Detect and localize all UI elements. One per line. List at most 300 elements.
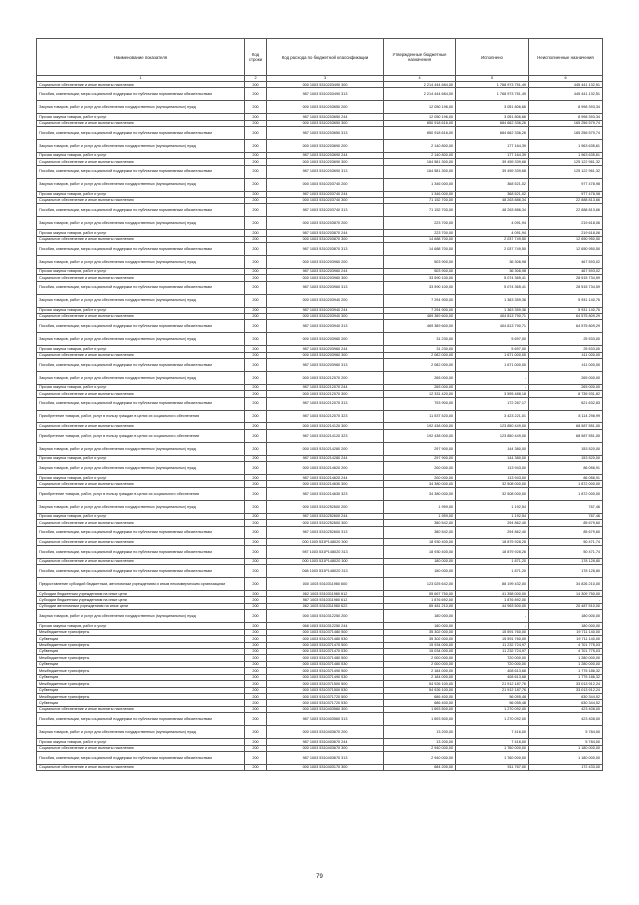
row-budget-code: 000 1003 5310203960 300	[267, 352, 384, 358]
row-indicator-name: Социальное обеспечение и иные выплаты населению	[37, 82, 245, 88]
row-unexecuted-amount: 19 711 140,00	[529, 636, 603, 642]
row-line-code: 200	[245, 661, 267, 667]
row-approved-amount: 380 542,00	[384, 520, 456, 526]
row-executed-amount: 21 912 187,76	[456, 687, 529, 693]
row-indicator-name: Прочая закупка товаров, работ и услуг	[37, 230, 245, 236]
row-approved-amount: 686 400,00	[384, 694, 456, 700]
column-number: 3	[267, 76, 384, 82]
row-approved-amount: 2 140 800,00	[384, 139, 456, 152]
row-executed-amount: 123 850 449,00	[456, 429, 529, 442]
row-line-code: 200	[245, 101, 267, 114]
row-budget-code: 000 1003 5310312250 200	[267, 610, 384, 623]
row-executed-amount: 48 263 886,34	[456, 197, 529, 203]
row-approved-amount: 200 000,00	[384, 475, 456, 481]
row-indicator-name: Пособия, компенсации, меры социальной поддержки по публичным нормативным обязательствам	[37, 526, 245, 539]
row-unexecuted-amount: 14 309 750,00	[529, 590, 603, 596]
row-unexecuted-amount: 178 128,80	[529, 558, 603, 564]
row-line-code: 200	[245, 751, 267, 764]
row-unexecuted-amount: 28 515 734,59	[529, 275, 603, 281]
row-budget-code: 987 1003 5310212070 313	[267, 397, 384, 410]
row-budget-code: 000 1003 5310403560 300	[267, 706, 384, 712]
row-indicator-name: Социальное обеспечение и иные выплаты населению	[37, 313, 245, 319]
row-budget-code: 000 1003 5310403170 300	[267, 764, 384, 770]
row-budget-code: 000 1003 5310371720 530	[267, 700, 384, 706]
row-budget-code: 987 1003 5310203690 244	[267, 152, 384, 158]
row-unexecuted-amount: 86 056,91	[529, 475, 603, 481]
row-line-code: 200	[245, 700, 267, 706]
row-indicator-name: Прочая закупка товаров, работ и услуг	[37, 307, 245, 313]
row-budget-code: 987 1003 5310203870 244	[267, 230, 384, 236]
row-budget-code: 987 1003 5310203740 313	[267, 204, 384, 217]
row-budget-code: 987 1003 5310214120 323	[267, 429, 384, 442]
row-approved-amount: 164 581 300,00	[384, 159, 456, 165]
row-approved-amount: 192 438 000,00	[384, 423, 456, 429]
row-executed-amount: 4 091,94	[456, 217, 529, 230]
row-approved-amount: 686 400,00	[384, 700, 456, 706]
row-unexecuted-amount: 22 888 813,66	[529, 197, 603, 203]
row-approved-amount: 33 590 100,00	[384, 275, 456, 281]
row-budget-code: 000 1003 5310371480 530	[267, 636, 384, 642]
row-line-code: 200	[245, 255, 267, 268]
row-approved-amount: 14 688 700,00	[384, 236, 456, 242]
row-line-code: 200	[245, 159, 267, 165]
row-line-code: 200	[245, 384, 267, 390]
table-row	[37, 294, 603, 307]
row-budget-code: 000 1003 5310214280 200	[267, 442, 384, 455]
row-executed-amount: -	[456, 371, 529, 384]
row-indicator-name: Пособия, компенсации, меры социальной поддержки по публичным нормативным обязательствам	[37, 545, 245, 558]
row-executed-amount: 7 416,00	[456, 726, 529, 739]
row-executed-amount: 113 943,00	[456, 475, 529, 481]
row-budget-code: 000 1003 5310203690 200	[267, 139, 384, 152]
row-budget-code: 987 1003 5310203960 313	[267, 359, 384, 372]
table-row	[37, 139, 603, 152]
row-line-code: 200	[245, 410, 267, 423]
row-unexecuted-amount: 5 931 140,76	[529, 307, 603, 313]
row-unexecuted-amount: 180 000,00	[529, 623, 603, 629]
row-executed-amount: 5 697,00	[456, 333, 529, 346]
row-unexecuted-amount: 1 872 000,00	[529, 481, 603, 487]
row-line-code: 200	[245, 655, 267, 661]
row-indicator-name: Социальное обеспечение и иные выплаты населению	[37, 236, 245, 242]
row-line-code: 200	[245, 346, 267, 352]
row-line-code: 200	[245, 739, 267, 745]
row-line-code: 200	[245, 294, 267, 307]
row-approved-amount: 33 590 100,00	[384, 281, 456, 294]
row-executed-amount: 48 263 886,34	[456, 204, 529, 217]
row-approved-amount: 469 389 600,00	[384, 313, 456, 319]
row-executed-amount: 1 768 973 751,49	[456, 82, 529, 88]
row-indicator-name: Субсидии бюджетным учреждениям на иные цели	[37, 597, 245, 603]
row-indicator-name: Субсидии автономным учреждениям на иные цели	[37, 603, 245, 609]
row-unexecuted-amount: 977 478,98	[529, 178, 603, 191]
row-budget-code: 000 1003 5310371470 500	[267, 642, 384, 648]
row-budget-code: 000 1003 5310371720 500	[267, 694, 384, 700]
table-row	[37, 751, 603, 764]
row-executed-amount: 1 671 000,00	[456, 352, 529, 358]
row-executed-amount: 1 871,20	[456, 565, 529, 578]
row-budget-code: 000 1003 5310371500 500	[267, 681, 384, 687]
row-indicator-name: Прочая закупка товаров, работ и услуг	[37, 623, 245, 629]
row-budget-code: 000 1003 5310371480 500	[267, 629, 384, 635]
row-budget-code: 987 1003 5310252600 244	[267, 513, 384, 519]
row-unexecuted-amount: 445 441 132,51	[529, 82, 603, 88]
row-approved-amount: 2 082 000,00	[384, 359, 456, 372]
row-unexecuted-amount: 5 931 140,76	[529, 294, 603, 307]
row-budget-code: 987 1003 5310203740 244	[267, 191, 384, 197]
row-executed-amount: 3 423 221,01	[456, 410, 529, 423]
row-unexecuted-amount: 467 593,02	[529, 255, 603, 268]
row-line-code: 200	[245, 217, 267, 230]
row-budget-code: 000 1003 5310203650 300	[267, 120, 384, 126]
row-unexecuted-amount: 219 618,06	[529, 230, 603, 236]
row-approved-amount: 223 700,00	[384, 230, 456, 236]
row-indicator-name: Закупка товаров, работ и услуг для обеспечения государственных (муниципальных) нужд	[37, 255, 245, 268]
row-executed-amount: 294 862,40	[456, 520, 529, 526]
row-unexecuted-amount: 68 587 551,00	[529, 423, 603, 429]
row-indicator-name: Закупка товаров, работ и услуг для обеспечения государственных (муниципальных) нужд	[37, 217, 245, 230]
row-budget-code: 000 1003 5310203740 300	[267, 197, 384, 203]
row-budget-code: 000 1003 5310212070 300	[267, 391, 384, 397]
row-indicator-name: Пособия, компенсации, меры социальной поддержки по публичным нормативным обязательствам	[37, 204, 245, 217]
table-body	[37, 82, 603, 771]
row-budget-code: 000 1003 5310203960 200	[267, 333, 384, 346]
row-indicator-name: Социальное обеспечение и иные выплаты населению	[37, 352, 245, 358]
row-line-code: 200	[245, 333, 267, 346]
row-approved-amount: 2 214 444 684,00	[384, 88, 456, 101]
row-executed-amount: 368 521,02	[456, 191, 529, 197]
row-indicator-name: Социальное обеспечение и иные выплаты населению	[37, 120, 245, 126]
row-budget-code: 000 1003 5310203650 200	[267, 101, 384, 114]
table-row	[37, 526, 603, 539]
row-line-code: 200	[245, 127, 267, 140]
row-indicator-name: Прочая закупка товаров, работ и услуг	[37, 455, 245, 461]
row-unexecuted-amount: 8 114 298,99	[529, 410, 603, 423]
row-executed-amount: 408 613,68	[456, 674, 529, 680]
row-budget-code: 987 1003 5310203960 244	[267, 268, 384, 274]
row-approved-amount: 265 000,00	[384, 371, 456, 384]
row-indicator-name: Социальное обеспечение и иные выплаты населению	[37, 764, 245, 770]
row-approved-amount: 18 930 400,00	[384, 539, 456, 545]
row-executed-amount: 177 164,39	[456, 139, 529, 152]
row-unexecuted-amount: 219 618,06	[529, 217, 603, 230]
row-executed-amount: 5 074 365,41	[456, 281, 529, 294]
row-approved-amount: 2 140 800,00	[384, 152, 456, 158]
row-unexecuted-amount: 8 998 393,34	[529, 114, 603, 120]
table-row	[37, 371, 603, 384]
row-indicator-name: Приобретение товаров, работ, услуг в пользу граждан в целях их социального обеспечения	[37, 410, 245, 423]
table-row	[37, 281, 603, 294]
row-approved-amount: 55 667 750,00	[384, 590, 456, 596]
row-indicator-name: Прочая закупка товаров, работ и услуг	[37, 475, 245, 481]
row-approved-amount: 31 230,00	[384, 346, 456, 352]
row-line-code: 200	[245, 114, 267, 120]
row-unexecuted-amount: 1 280 000,00	[529, 655, 603, 661]
row-indicator-name: Социальное обеспечение и иные выплаты населению	[37, 706, 245, 712]
row-approved-amount: 850 918 616,00	[384, 120, 456, 126]
row-approved-amount: 34 380 000,00	[384, 481, 456, 487]
row-unexecuted-amount: 172 433,00	[529, 764, 603, 770]
row-approved-amount: 31 230,00	[384, 333, 456, 346]
row-executed-amount: 5 074 365,41	[456, 275, 529, 281]
row-executed-amount: 1 192,54	[456, 500, 529, 513]
table-row	[37, 565, 603, 578]
row-executed-amount: 684 662 336,26	[456, 120, 529, 126]
row-unexecuted-amount: -	[529, 597, 603, 603]
report-page	[36, 38, 602, 771]
row-indicator-name: Пособия, компенсации, меры социальной поддержки по публичным нормативным обязательствам	[37, 320, 245, 333]
row-line-code: 200	[245, 642, 267, 648]
row-line-code: 200	[245, 681, 267, 687]
row-line-code: 200	[245, 204, 267, 217]
header-budget-code: Код расхода по бюджетной классификации	[267, 39, 384, 76]
row-budget-code: 987 1003 5310203940 244	[267, 307, 384, 313]
table-header-row	[37, 39, 603, 76]
row-indicator-name: Закупка товаров, работ и услуг для обеспечения государственных (муниципальных) нужд	[37, 294, 245, 307]
row-budget-code: 000 1003 5310203740 200	[267, 178, 384, 191]
row-approved-amount: 1 693 500,00	[384, 706, 456, 712]
row-line-code: 200	[245, 391, 267, 397]
row-executed-amount: 4 091,94	[456, 230, 529, 236]
row-approved-amount: 13 200,00	[384, 739, 456, 745]
row-approved-amount: 7 294 900,00	[384, 294, 456, 307]
row-executed-amount: 720 000,00	[456, 661, 529, 667]
row-line-code: 200	[245, 513, 267, 519]
row-budget-code: 000 1003 5310203940 300	[267, 313, 384, 319]
row-line-code: 200	[245, 545, 267, 558]
row-indicator-name: Межбюджетные трансферты	[37, 655, 245, 661]
row-approved-amount: 1 346 000,00	[384, 178, 456, 191]
row-line-code: 200	[245, 281, 267, 294]
budget-execution-table	[36, 38, 603, 771]
row-executed-amount: 11 232 724,97	[456, 642, 529, 648]
row-line-code: 200	[245, 243, 267, 256]
row-unexecuted-amount: 265 000,00	[529, 384, 603, 390]
row-line-code: 200	[245, 423, 267, 429]
table-row	[37, 462, 603, 475]
row-unexecuted-amount: 125 122 961,32	[529, 165, 603, 178]
row-approved-amount: 2 000 000,00	[384, 661, 456, 667]
row-approved-amount: 15 034 000,00	[384, 648, 456, 654]
row-approved-amount: 503 900,00	[384, 255, 456, 268]
row-line-code: 200	[245, 713, 267, 726]
row-budget-code: 068 1003 531Р148020 313	[267, 565, 384, 578]
row-line-code: 200	[245, 745, 267, 751]
row-unexecuted-amount: 50 471,74	[529, 545, 603, 558]
row-approved-amount: 503 900,00	[384, 268, 456, 274]
row-unexecuted-amount: 12 650 950,50	[529, 236, 603, 242]
row-line-code: 200	[245, 178, 267, 191]
row-budget-code: 062 1003 5310311980 622	[267, 603, 384, 609]
row-unexecuted-amount: 411 000,00	[529, 352, 603, 358]
row-line-code: 200	[245, 275, 267, 281]
header-line-code: Код строки	[245, 39, 267, 76]
row-indicator-name: Пособия, компенсации, меры социальной поддержки по публичным нормативным обязательствам	[37, 713, 245, 726]
row-executed-amount: 1 871,20	[456, 558, 529, 564]
row-indicator-name: Пособия, компенсации, меры социальной поддержки по публичным нормативным обязательствам	[37, 397, 245, 410]
row-indicator-name: Закупка товаров, работ и услуг для обеспечения государственных (муниципальных) нужд	[37, 178, 245, 191]
row-unexecuted-amount: 25 533,00	[529, 333, 603, 346]
row-indicator-name: Пособия, компенсации, меры социальной поддержки по публичным нормативным обязательствам	[37, 127, 245, 140]
row-budget-code: 000 1003 5310214120 300	[267, 423, 384, 429]
row-budget-code: 987 1003 5310403670 313	[267, 751, 384, 764]
row-budget-code: 000 1003 5310203960 200	[267, 255, 384, 268]
row-line-code: 200	[245, 674, 267, 680]
row-unexecuted-amount: 630 344,52	[529, 694, 603, 700]
row-budget-code: 000 1003 5310214620 200	[267, 462, 384, 475]
row-approved-amount: 2 940 000,00	[384, 745, 456, 751]
row-line-code: 200	[245, 236, 267, 242]
row-indicator-name: Прочая закупка товаров, работ и услуг	[37, 114, 245, 120]
row-approved-amount: 2 000 000,00	[384, 655, 456, 661]
row-approved-amount: 13 200,00	[384, 726, 456, 739]
row-budget-code: 000 1003 5310252600 300	[267, 520, 384, 526]
row-budget-code: 000 1003 5310203870 200	[267, 217, 384, 230]
row-executed-amount: 18 879 928,28	[456, 539, 529, 545]
row-indicator-name: Закупка товаров, работ и услуг для обеспечения государственных (муниципальных) нужд	[37, 139, 245, 152]
table-row	[37, 165, 603, 178]
row-approved-amount: 35 302 000,00	[384, 636, 456, 642]
row-executed-amount: 44 963 500,00	[456, 603, 529, 609]
table-row	[37, 410, 603, 423]
row-budget-code: 000 1003 5310371490 530	[267, 674, 384, 680]
row-approved-amount: 7 294 900,00	[384, 307, 456, 313]
row-line-code: 200	[245, 565, 267, 578]
row-executed-amount: 144 380,00	[456, 455, 529, 461]
row-executed-amount: 1 760 000,00	[456, 751, 529, 764]
row-line-code: 200	[245, 88, 267, 101]
row-indicator-name: Социальное обеспечение и иные выплаты населению	[37, 539, 245, 545]
row-executed-amount: 15 591 760,00	[456, 636, 529, 642]
row-indicator-name: Закупка товаров, работ и услуг для обеспечения государственных (муниципальных) нужд	[37, 371, 245, 384]
row-indicator-name: Закупка товаров, работ и услуг для обеспечения государственных (муниципальных) нужд	[37, 101, 245, 114]
row-indicator-name: Социальное обеспечение и иные выплаты населению	[37, 423, 245, 429]
row-budget-code: 000 1003 5310203940 200	[267, 294, 384, 307]
row-line-code: 200	[245, 687, 267, 693]
row-line-code: 200	[245, 197, 267, 203]
row-executed-amount: 172 267,17	[456, 397, 529, 410]
row-approved-amount: 223 700,00	[384, 217, 456, 230]
page-number: 79	[316, 874, 323, 880]
column-number: 6	[529, 76, 603, 82]
table-row	[37, 764, 603, 770]
row-budget-code: 000 1003 5310203960 300	[267, 275, 384, 281]
row-unexecuted-amount: 445 441 132,51	[529, 88, 603, 101]
row-unexecuted-amount: 8 735 931,82	[529, 391, 603, 397]
row-budget-code: 000 1003 5310203490 300	[267, 82, 384, 88]
row-line-code: 200	[245, 500, 267, 513]
row-line-code: 200	[245, 475, 267, 481]
row-indicator-name: Закупка товаров, работ и услуг для обеспечения государственных (муниципальных) нужд	[37, 442, 245, 455]
row-indicator-name: Закупка товаров, работ и услуг для обеспечения государственных (муниципальных) нужд	[37, 726, 245, 739]
row-executed-amount: 56 055,48	[456, 694, 529, 700]
row-indicator-name: Субвенции	[37, 687, 245, 693]
row-executed-amount: 7 416,00	[456, 739, 529, 745]
row-line-code: 200	[245, 603, 267, 609]
row-unexecuted-amount: 1 963 635,61	[529, 152, 603, 158]
row-indicator-name: Социальное обеспечение и иные выплаты населению	[37, 745, 245, 751]
row-executed-amount: 2 037 749,50	[456, 243, 529, 256]
table-row	[37, 243, 603, 256]
row-unexecuted-amount: 20 487 510,00	[529, 603, 603, 609]
row-executed-amount: 36 306,98	[456, 268, 529, 274]
row-approved-amount: 192 438 000,00	[384, 429, 456, 442]
row-executed-amount: 88 199 432,00	[456, 578, 529, 591]
row-budget-code: 000 1003 5310214630 300	[267, 481, 384, 487]
row-executed-amount: 3 051 806,66	[456, 101, 529, 114]
row-unexecuted-amount: 4 701 775,03	[529, 648, 603, 654]
row-budget-code: 000 1003 5310403670 300	[267, 745, 384, 751]
row-indicator-name: Межбюджетные трансферты	[37, 629, 245, 635]
row-budget-code: 000 1003 5310203870 300	[267, 236, 384, 242]
row-approved-amount: 1 693 500,00	[384, 713, 456, 726]
row-approved-amount: 12 331 420,00	[384, 391, 456, 397]
table-row	[37, 204, 603, 217]
row-approved-amount: 54 926 100,00	[384, 681, 456, 687]
row-approved-amount: 380 542,00	[384, 526, 456, 539]
row-indicator-name: Закупка товаров, работ и услуг для обеспечения государственных (муниципальных) нужд	[37, 610, 245, 623]
row-budget-code: 987 1003 5310212070 244	[267, 384, 384, 390]
row-unexecuted-amount: 22 888 813,66	[529, 204, 603, 217]
row-line-code: 200	[245, 313, 267, 319]
row-unexecuted-amount: 423 408,00	[529, 706, 603, 712]
row-executed-amount: 18 879 928,26	[456, 545, 529, 558]
row-unexecuted-amount: 165 256 579,74	[529, 127, 603, 140]
row-indicator-name: Прочая закупка товаров, работ и услуг	[37, 346, 245, 352]
row-unexecuted-amount: 1 963 635,61	[529, 139, 603, 152]
row-line-code: 200	[245, 462, 267, 475]
row-budget-code: 987 1003 5310403560 313	[267, 713, 384, 726]
row-budget-code: 000 1003 5310371470 530	[267, 648, 384, 654]
row-approved-amount: 71 152 700,00	[384, 197, 456, 203]
table-row	[37, 88, 603, 101]
row-executed-amount: 1 270 092,00	[456, 713, 529, 726]
table-row	[37, 359, 603, 372]
row-budget-code: 062 1003 5310311980 612	[267, 590, 384, 596]
row-budget-code: 987 1003 5310203960 313	[267, 281, 384, 294]
row-approved-amount: 180 000,00	[384, 610, 456, 623]
row-unexecuted-amount: 1 280 000,00	[529, 661, 603, 667]
row-indicator-name: Межбюджетные трансферты	[37, 642, 245, 648]
row-approved-amount: 15 934 000,00	[384, 642, 456, 648]
row-executed-amount: 1 363 359,36	[456, 307, 529, 313]
row-line-code: 200	[245, 230, 267, 236]
row-line-code: 200	[245, 191, 267, 197]
row-unexecuted-amount: 68 587 551,00	[529, 429, 603, 442]
row-indicator-name: Пособия, компенсации, меры социальной поддержки по публичным нормативным обязательствам	[37, 359, 245, 372]
row-approved-amount: 793 900,00	[384, 397, 456, 410]
header-unexecuted: Неисполненные назначения	[529, 39, 603, 76]
row-indicator-name: Прочая закупка товаров, работ и услуг	[37, 384, 245, 390]
row-executed-amount: 1 760 000,00	[456, 745, 529, 751]
row-indicator-name: Социальное обеспечение и иные выплаты населению	[37, 275, 245, 281]
row-line-code: 200	[245, 487, 267, 500]
row-approved-amount: 54 926 100,00	[384, 687, 456, 693]
row-approved-amount: 180 000,00	[384, 558, 456, 564]
row-budget-code: 987 1003 5310214630 323	[267, 487, 384, 500]
row-executed-amount: 1 363 359,36	[456, 294, 529, 307]
row-executed-amount: 2 037 749,50	[456, 236, 529, 242]
row-budget-code: 000 1003 5310252600 200	[267, 500, 384, 513]
row-line-code: 200	[245, 82, 267, 88]
row-executed-amount: 39 459 339,68	[456, 165, 529, 178]
row-approved-amount: 2 082 000,00	[384, 352, 456, 358]
row-budget-code: 987 1003 5310203940 313	[267, 320, 384, 333]
row-executed-amount: 684 662 336,26	[456, 127, 529, 140]
row-indicator-name: Пособия, компенсации, меры социальной поддержки по публичным нормативным обязательствам	[37, 165, 245, 178]
row-indicator-name: Пособия, компенсации, меры социальной поддержки по публичным нормативным обязательствам	[37, 243, 245, 256]
table-row	[37, 333, 603, 346]
